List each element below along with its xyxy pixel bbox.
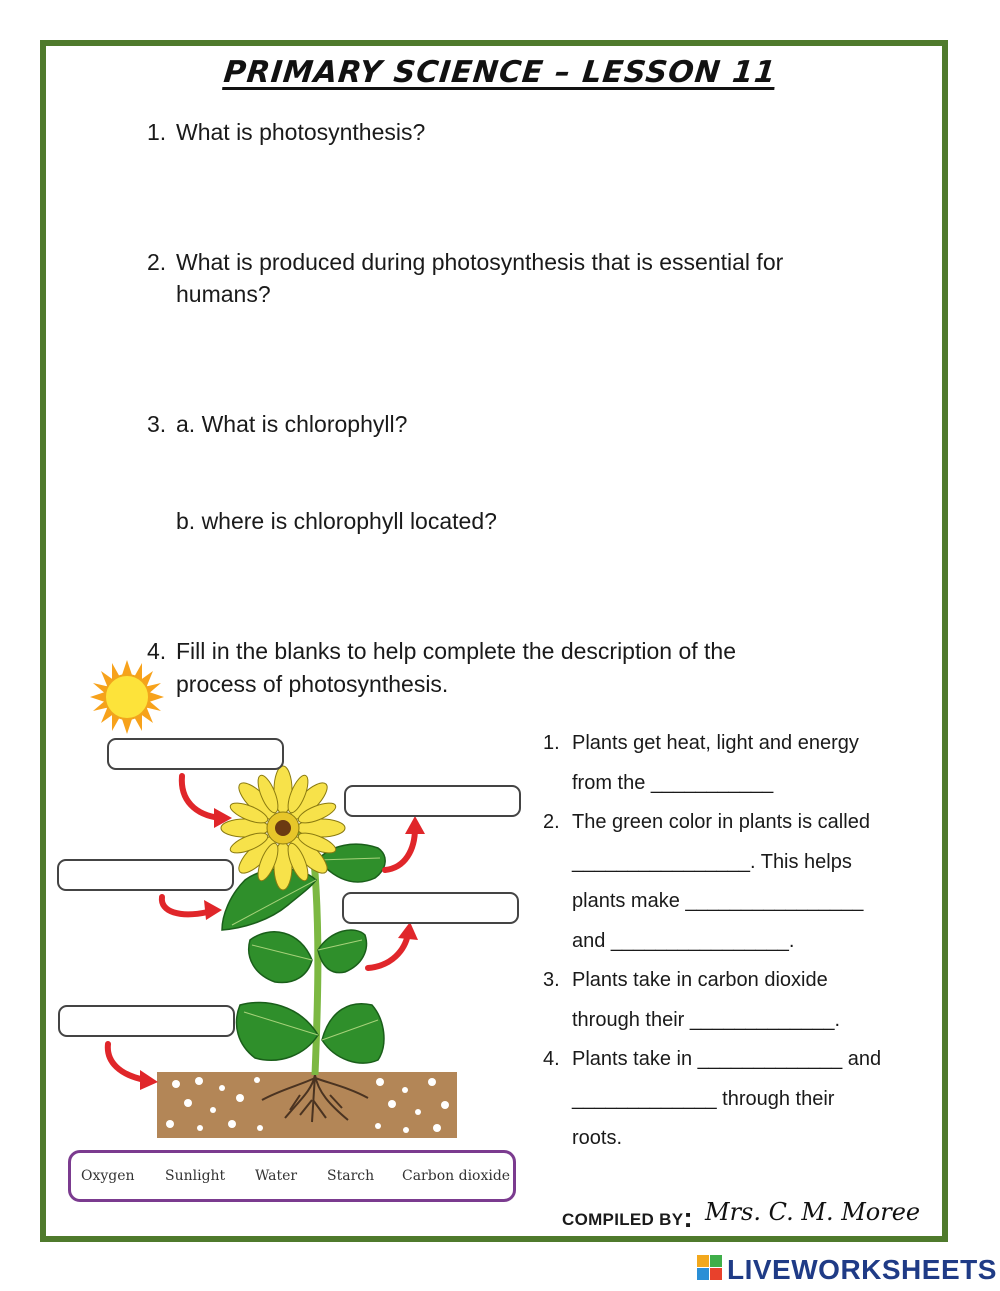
- item-line: Plants take in carbon dioxide: [572, 969, 828, 991]
- item-line: plants make ________________: [572, 890, 864, 912]
- soil-block: [157, 1072, 457, 1138]
- question-number: 1.: [147, 119, 167, 145]
- item-number: 1.: [543, 732, 560, 754]
- word-bank: [68, 1150, 516, 1202]
- fill-in-item-4: [543, 1040, 943, 1159]
- question-text: a. What is chlorophyll?: [176, 411, 408, 437]
- item-line: Plants take in _____________ and: [572, 1048, 882, 1070]
- item-line: and ________________.: [572, 929, 795, 952]
- fill-in-item-2: [543, 803, 943, 961]
- question-number: 3.: [147, 411, 167, 437]
- sunflower-icon: [221, 766, 345, 890]
- water-label-box[interactable]: [58, 1005, 235, 1037]
- item-line: roots.: [572, 1127, 623, 1149]
- item-line: through their _____________.: [572, 1008, 841, 1031]
- question-number: 4.: [147, 638, 167, 664]
- item-line: The green color in plants is called: [572, 811, 870, 833]
- sunlight-label-box[interactable]: [107, 738, 284, 770]
- item-number: 4.: [543, 1048, 560, 1070]
- starch-label-box[interactable]: [342, 892, 519, 924]
- compiled-by-label: COMPILED BY: [562, 1210, 684, 1229]
- word-bank-item[interactable]: Starch: [327, 1168, 375, 1184]
- carbon-dioxide-label-box[interactable]: [57, 859, 234, 891]
- fill-in-item-1: [543, 724, 943, 803]
- question-text: What is photosynthesis?: [176, 119, 426, 145]
- word-bank-item[interactable]: Water: [255, 1168, 298, 1184]
- compiled-by: COMPILED BY:: [562, 1202, 693, 1233]
- oxygen-label-box[interactable]: [344, 785, 521, 817]
- item-line: from the ___________: [572, 771, 774, 794]
- question-text: b. where is chlorophyll located?: [176, 508, 497, 534]
- fill-in-item-3: [543, 961, 943, 1040]
- item-line: ________________. This helps: [572, 850, 852, 873]
- word-bank-item[interactable]: Oxygen: [81, 1168, 135, 1184]
- word-bank-item[interactable]: Carbon dioxide: [402, 1168, 511, 1184]
- question-text-line1: Fill in the blanks to help complete the description of the: [176, 638, 736, 664]
- item-number: 3.: [543, 969, 560, 991]
- question-text-line2: humans?: [176, 281, 271, 307]
- item-line: _____________ through their: [572, 1087, 835, 1110]
- fill-in-list: [543, 724, 943, 1159]
- author-signature: Mrs. C. M. Moree: [705, 1198, 921, 1226]
- question-text-line1: What is produced during photosynthesis that is essential for: [176, 249, 784, 275]
- item-number: 2.: [543, 811, 560, 833]
- word-bank-item[interactable]: Sunlight: [165, 1168, 226, 1184]
- question-number: 2.: [147, 249, 167, 275]
- question-text-line2: process of photosynthesis.: [176, 671, 449, 697]
- sun-icon: [90, 660, 164, 734]
- worksheet-title: PRIMARY SCIENCE – LESSON 11: [222, 55, 778, 90]
- liveworksheets-brand[interactable]: LIVEWORKSHEETS: [727, 1254, 997, 1285]
- item-line: Plants get heat, light and energy: [572, 732, 859, 754]
